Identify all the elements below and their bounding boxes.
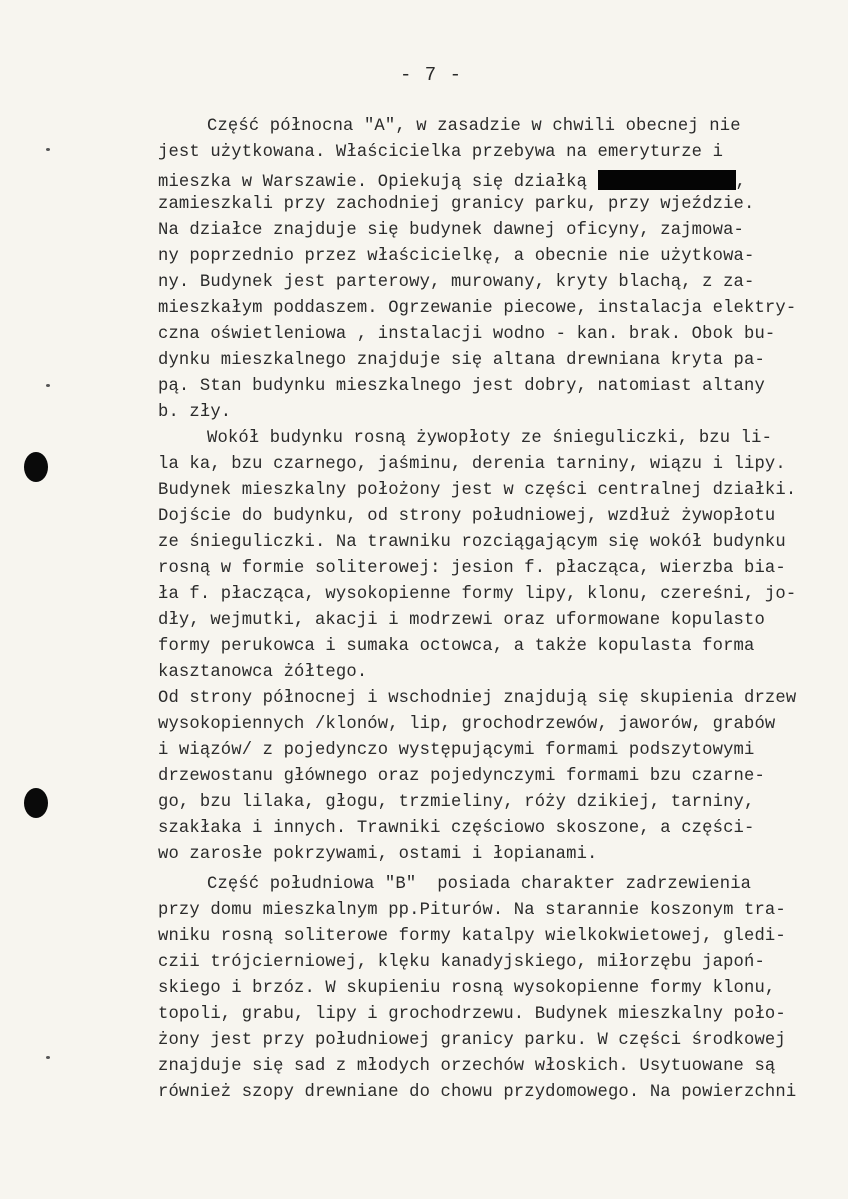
- margin-mark: [46, 1056, 50, 1059]
- text-line: i wiązów/ z pojedynczo występującymi formami podszytowymi: [158, 741, 755, 760]
- text-line: również szopy drewniane do chowu przydomowego. Na powierzchni: [158, 1083, 797, 1102]
- text-line: czna oświetleniowa , instalacji wodno - kan. brak. Obok bu-: [158, 325, 776, 344]
- text-line: Dojście do budynku, od strony południowej, wzdłuż żywopłotu: [158, 507, 776, 526]
- text-line: czii trójcierniowej, klęku kanadyjskiego, miłorzębu japoń-: [158, 953, 765, 972]
- text-line: skiego i brzóz. W skupieniu rosną wysokopienne formy klonu,: [158, 979, 776, 998]
- text-line: zamieszkali przy zachodniej granicy parku, przy wjeździe.: [158, 195, 755, 214]
- margin-mark: [46, 148, 50, 151]
- text-line: Budynek mieszkalny położony jest w części centralnej działki.: [158, 481, 797, 500]
- text-line: mieszkałym poddaszem. Ogrzewanie piecowe, instalacja elektry-: [158, 299, 797, 318]
- text-line: go, bzu lilaka, głogu, trzmieliny, róży dzikiej, tarniny,: [158, 793, 755, 812]
- margin-mark: [46, 384, 50, 387]
- redaction-bar: [598, 170, 736, 190]
- text-line: szakłaka i innych. Trawniki częściowo skoszone, a części-: [158, 819, 755, 838]
- text-line: ny poprzednio przez właścicielkę, a obecnie nie użytkowa-: [158, 247, 755, 266]
- text-line: ny. Budynek jest parterowy, murowany, kryty blachą, z za-: [158, 273, 755, 292]
- punch-hole-top: [24, 452, 48, 482]
- text-line: znajduje się sad z młodych orzechów włoskich. Usytuowane są: [158, 1057, 776, 1076]
- text-line: wniku rosną soliterowe formy katalpy wielkokwietowej, gledi-: [158, 927, 786, 946]
- text-line: drzewostanu głównego oraz pojedynczymi formami bzu czarne-: [158, 767, 765, 786]
- text-line: kasztanowca żółtego.: [158, 663, 368, 682]
- text-line: Wokół budynku rosną żywopłoty ze śnieguliczki, bzu li-: [207, 429, 773, 448]
- text-line: Część południowa "B" posiada charakter zadrzewienia: [207, 875, 752, 894]
- text-line: pą. Stan budynku mieszkalnego jest dobry, natomiast altany: [158, 377, 765, 396]
- text-line: Od strony północnej i wschodniej znajdują się skupienia drzew: [158, 689, 797, 708]
- punch-hole-bottom: [24, 788, 48, 818]
- text-line: Na działce znajduje się budynek dawnej oficyny, zajmowa-: [158, 221, 744, 240]
- text-line: Część północna "A", w zasadzie w chwili obecnej nie: [207, 117, 741, 136]
- text-line: przy domu mieszkalnym pp.Piturów. Na starannie koszonym tra-: [158, 901, 786, 920]
- text-line: la ka, bzu czarnego, jaśminu, derenia tarniny, wiązu i lipy.: [158, 455, 786, 474]
- text-line: b. zły.: [158, 403, 232, 422]
- text-line: rosną w formie soliterowej: jesion f. płacząca, wierzba bia-: [158, 559, 786, 578]
- page-number: - 7 -: [400, 64, 463, 86]
- text-line: żony jest przy południowej granicy parku. W części środkowej: [158, 1031, 786, 1050]
- text-line: ze śnieguliczki. Na trawniku rozciągającym się wokół budynku: [158, 533, 786, 552]
- text-line: dły, wejmutki, akacji i modrzewi oraz uformowane kopulasto: [158, 611, 765, 630]
- text-line: formy perukowca i sumaka octowca, a także kopulasta forma: [158, 637, 755, 656]
- text-line: mieszka w Warszawie. Opiekują się działką ,: [158, 170, 746, 191]
- text-line: wo zarosłe pokrzywami, ostami i łopianami.: [158, 845, 598, 864]
- text-line: topoli, grabu, lipy i grochodrzewu. Budynek mieszkalny poło-: [158, 1005, 786, 1024]
- text-line: dynku mieszkalnego znajduje się altana drewniana kryta pa-: [158, 351, 765, 370]
- text-line: jest użytkowana. Właścicielka przebywa na emeryturze i: [158, 143, 724, 162]
- text-line: wysokopiennych /klonów, lip, grochodrzewów, jaworów, grabów: [158, 715, 776, 734]
- text-line: ła f. płacząca, wysokopienne formy lipy, klonu, czereśni, jo-: [158, 585, 797, 604]
